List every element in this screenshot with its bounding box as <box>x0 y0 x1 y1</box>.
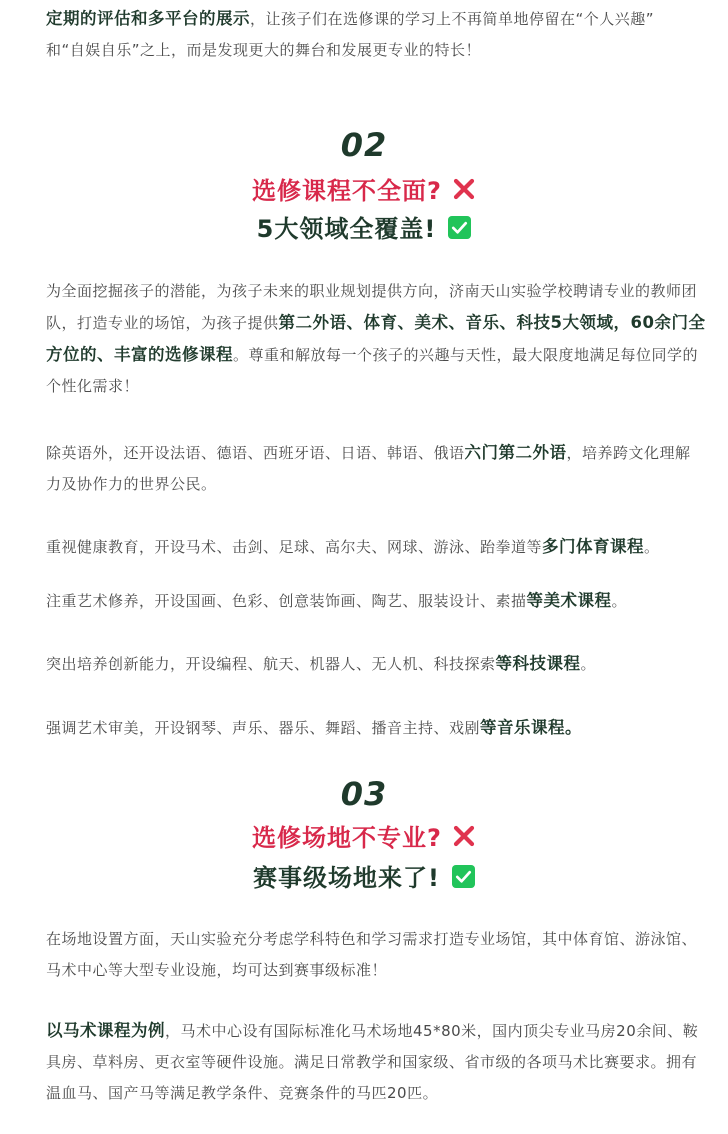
section2-p6-bold: 等音乐课程。 <box>480 718 583 737</box>
section2-answer-text: 5大领域全覆盖! <box>256 215 437 243</box>
section2-question <box>0 175 728 207</box>
section3-p2-bold: 以马术课程为例 <box>46 1021 165 1040</box>
intro-bold: 定期的评估和多平台的展示 <box>46 9 250 28</box>
section2-p4-text-a: 注重艺术修养，开设国画、色彩、创意装饰画、陶艺、服装设计、素描 <box>46 592 527 610</box>
intro-paragraph <box>46 3 706 66</box>
section3-answer-text: 赛事级场地来了! <box>253 864 440 892</box>
intro-text-1: ，让孩子们在选修课的学习上不再简单地停留在“个人兴趣” <box>250 10 655 28</box>
section2-p1-text-b: 。尊重和解放每一个孩子的兴趣与天性，最大限度地满足每位同学的个性化需求！ <box>46 346 699 395</box>
cross-mark-icon <box>452 824 476 848</box>
section2-p1-bold: 第二外语、体育、美术、音乐、科技5大领域，60余门全方位的、丰富的选修课程 <box>46 313 706 364</box>
section2-p4-bold: 等美术课程 <box>526 591 612 610</box>
check-mark-icon <box>452 865 475 888</box>
section2-p3-text-a: 重视健康教育，开设马术、击剑、足球、高尔夫、网球、游泳、跆拳道等 <box>46 538 543 556</box>
cross-mark-icon <box>452 177 476 201</box>
section3-p1-text: 在场地设置方面，天山实验充分考虑学科特色和学习需求打造专业场馆，其中体育馆、游泳馆、马术中心等大型专业设施，均可达到赛事级标准！ <box>46 930 698 979</box>
section2-paragraph-2 <box>46 437 706 500</box>
intro-text-2: 和“自娱自乐”之上，而是发现更大的舞台和发展更专业的特长！ <box>46 41 482 59</box>
section2-p2-bold: 六门第二外语 <box>464 443 567 462</box>
section3-p2-text: ，马术中心设有国际标准化马术场地45*80米，国内顶尖专业马房20余间、鞍具房、草料房、更衣室等硬件设施。满足日常教学和国家级、省市级的各项马术比赛要求。拥有温血马、国产马等满足教学条件、竞赛条件的马匹20匹。 <box>46 1022 699 1102</box>
section-number-03: 03 <box>340 775 388 813</box>
section2-p5-text-a: 突出培养创新能力，开设编程、航天、机器人、无人机、科技探索 <box>46 655 496 673</box>
section2-p4-text-b: 。 <box>611 592 628 610</box>
section2-p2-text-b: ，培养跨文化理解力及协作力的世界公民。 <box>46 444 691 493</box>
section2-p3-text-b: 。 <box>644 538 660 556</box>
section2-paragraph-1 <box>46 276 706 402</box>
section2-answer <box>0 213 728 245</box>
section-number-02: 02 <box>340 126 388 164</box>
section3-paragraph-2 <box>46 1015 706 1109</box>
section2-paragraph-3 <box>46 531 706 563</box>
section3-question-text: 选修场地不专业? <box>252 824 442 852</box>
section2-paragraph-5 <box>46 648 706 680</box>
section2-question-text: 选修课程不全面? <box>252 177 442 205</box>
section2-p2-text-a: 除英语外，还开设法语、德语、西班牙语、日语、韩语、俄语 <box>46 444 465 462</box>
section2-p5-bold: 等科技课程 <box>495 654 581 673</box>
section2-p1-text-a: 为全面挖掘孩子的潜能，为孩子未来的职业规划提供方向，济南天山实验学校聘请专业的教师团队，打造专业的场馆，为孩子提供 <box>46 282 698 332</box>
section3-question <box>0 822 728 854</box>
check-mark-icon <box>448 216 471 239</box>
section2-paragraph-6 <box>46 712 706 744</box>
section2-p6-text-a: 强调艺术审美，开设钢琴、声乐、器乐、舞蹈、播音主持、戏剧 <box>46 719 481 737</box>
section3-answer <box>0 862 728 894</box>
section2-p3-bold: 多门体育课程 <box>542 537 645 556</box>
section2-paragraph-4 <box>46 585 706 617</box>
section3-paragraph-1 <box>46 924 706 986</box>
section2-p5-text-b: 。 <box>580 655 597 673</box>
